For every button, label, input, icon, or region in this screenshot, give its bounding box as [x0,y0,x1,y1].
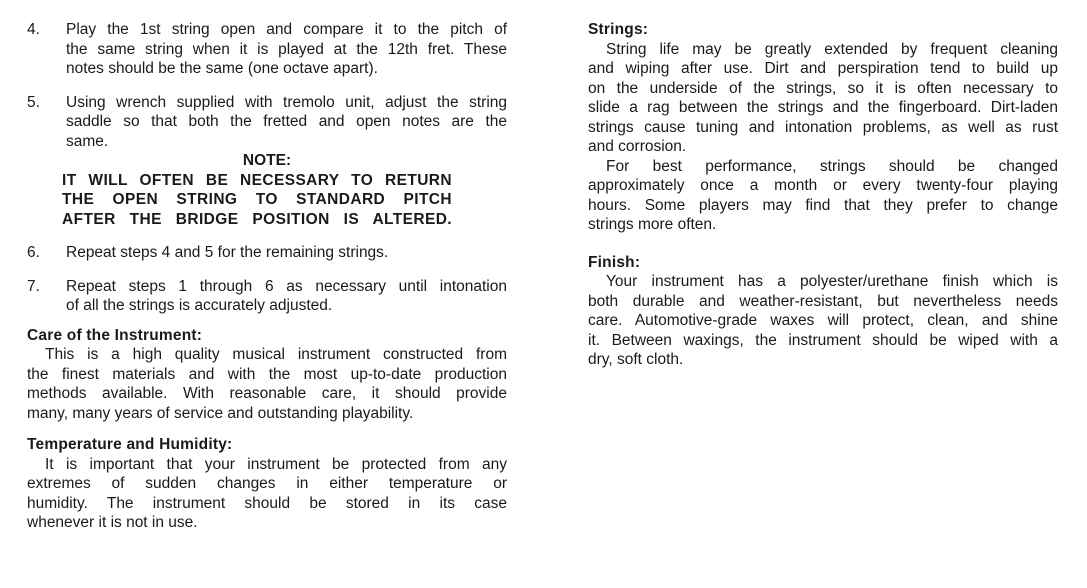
step-5 [27,93,507,152]
text-line: dry, soft cloth. [588,351,684,368]
text-line: Play the 1st string open and compare it to the pitch of [66,21,507,38]
note-line: THE OPEN STRING TO STANDARD PITCH [62,191,452,208]
text-line: For best performance, strings should be changed [606,157,1058,175]
text-line: methods available. With reasonable care, it should provide [27,385,507,402]
text-line: and corrosion. [588,138,687,155]
text-line: both durable and weather-resistant, but nevertheless needs [588,292,1058,310]
section-paragraph [27,345,507,423]
note-body [27,171,452,230]
step-text: Repeat steps 4 and 5 for the remaining strings. [66,244,389,261]
strings-section [588,20,1058,235]
text-line: whenever it is not in use. [27,514,198,531]
step-number: 5. [27,93,40,111]
care-section [27,326,507,424]
text-line: hours. Some players may find that they prefer to change [588,196,1058,214]
note-line: AFTER THE BRIDGE POSITION IS ALTERED. [62,210,452,228]
section-heading: Care of the Instrument: [27,326,203,344]
note-block [27,151,507,171]
section-heading: Finish: [588,253,641,271]
text-line: the finest materials and with the most up-to-date production [27,365,507,383]
right-column [588,20,1058,382]
text-line: on the underside of the strings, so it is often necessary to [588,79,1058,97]
section-heading: Strings: [588,21,649,38]
text-line: of all the strings is accurately adjusted. [66,297,333,314]
section-paragraph [588,272,1058,370]
step-text [66,277,507,316]
text-line: care. Automotive-grade waxes will protect, clean, and shine [588,312,1058,329]
text-line: This is a high quality musical instrument constructed from [45,346,507,363]
temperature-section [27,435,507,533]
step-text [66,93,507,152]
text-line: String life may be greatly extended by frequent cleaning [606,40,1058,58]
text-line: Using wrench supplied with tremolo unit, adjust the string [66,93,507,111]
text-line: slide a rag between the strings and the fingerboard. Dirt-laden [588,99,1058,116]
text-line: It is important that your instrument be protected from any [45,455,507,473]
text-line: notes should be the same (one octave apart). [66,60,378,77]
section-paragraph [588,40,1058,235]
left-column [27,20,507,545]
text-line: approximately once a month or every twenty-four playing [588,177,1058,194]
step-7 [27,277,507,316]
text-line: saddle so that both the fretted and open notes are the [66,113,507,130]
finish-section [588,253,1058,370]
section-heading: Temperature and Humidity: [27,436,233,453]
text-line: it. Between waxings, the instrument should be wiped with a [588,331,1058,349]
text-line: Your instrument has a polyester/urethane finish which is [606,273,1058,290]
text-line: strings cause tuning and intonation problems, as well as rust [588,118,1058,136]
step-text [66,20,507,79]
step-number: 6. [27,244,40,261]
step-4 [27,20,507,79]
text-line: Repeat steps 1 through 6 as necessary until intonation [66,277,507,295]
text-line: and wiping after use. Dirt and perspiration tend to build up [588,60,1058,77]
note-line: IT WILL OFTEN BE NECESSARY TO RETURN [62,171,452,189]
note-title: NOTE: [242,152,292,169]
section-paragraph [27,455,507,533]
text-line: humidity. The instrument should be stored in its case [27,494,507,512]
text-line: many, many years of service and outstanding playability. [27,404,414,422]
text-line: strings more often. [588,216,717,233]
step-6 [27,243,507,263]
step-number: 7. [27,277,40,295]
text-line: the same string when it is played at the 12th fret. These [66,40,507,58]
step-number: 4. [27,21,40,38]
text-line: extremes of sudden changes in either temperature or [27,475,507,492]
text-line: same. [66,132,109,150]
